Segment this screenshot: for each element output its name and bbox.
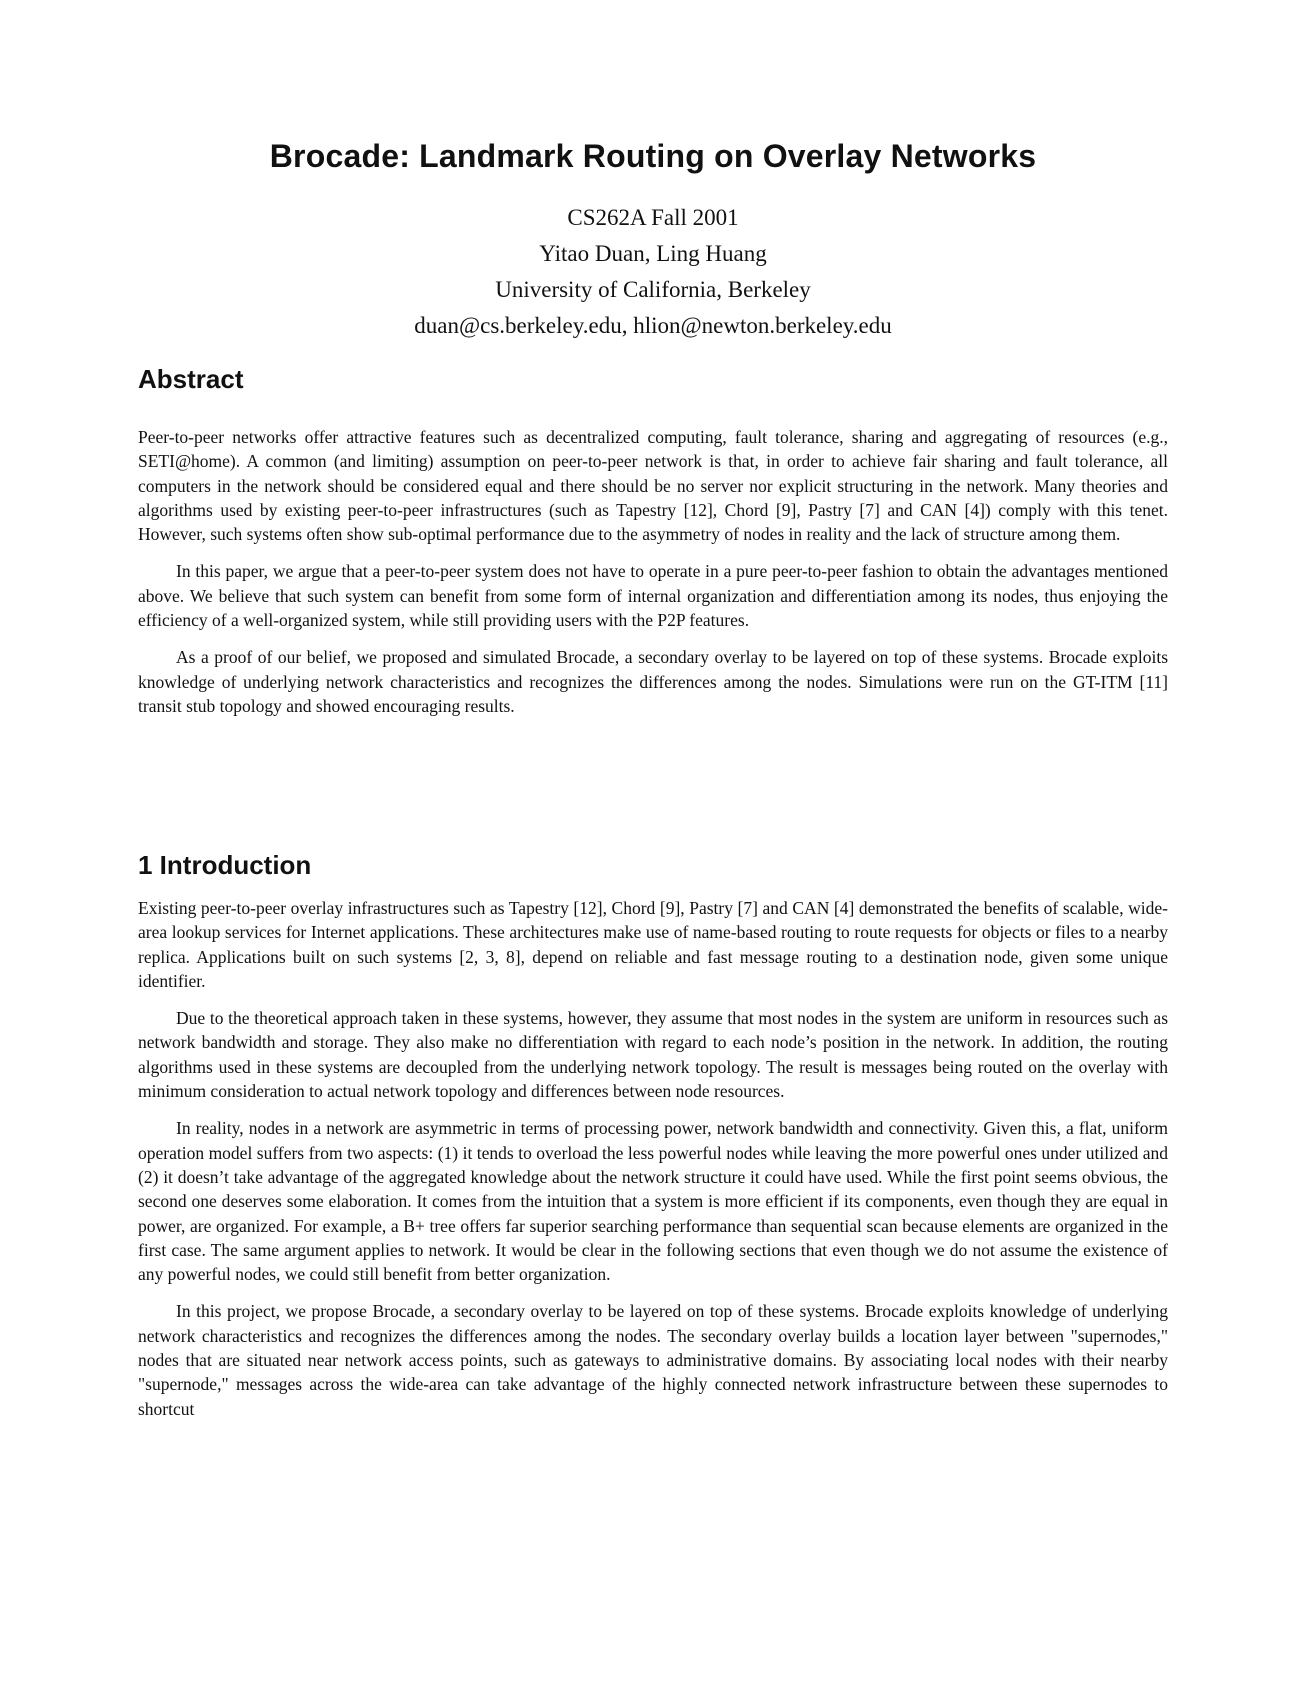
introduction-paragraph: Existing peer-to-peer overlay infrastructures such as Tapestry [12], Chord [9], Pastry [7] and CAN [4] demonstrated the benefits of scalable, wide-area lookup services for Internet applications. These architectures make use of name-based routing to route requests for objects or files to a nearby replica. Applications built on such systems [2, 3, 8], depend on reliable and fast message routing to a destination node, given some unique identifier. — [138, 898, 1168, 991]
introduction-paragraph: Due to the theoretical approach taken in these systems, however, they assume that most nodes in the system are uniform in resources such as network bandwidth and storage. They also make no differentiation with regard to each node’s position in the network. In addition, the routing algorithms used in these systems are decoupled from the underlying network topology. The result is messages being routed on the overlay with minimum consideration to actual network topology and differences between node resources. — [138, 1008, 1168, 1102]
introduction-paragraph: In reality, nodes in a network are asymmetric in terms of processing power, network bandwidth and connectivity. Given this, a flat, uniform operation model suffers from two aspects: (1) it tends to overload the less powerful nodes while leaving the more powerful ones under utilized and (2) it doesn’t take advantage of the aggregated knowledge about the network structure it could have used. While the first point seems obvious, the second one deserves some elaboration. It comes from the intuition that a system is more efficient if its components, even though they are equal in power, are organized. For example, a B+ tree offers far superior searching performance than sequential scan because elements are organized in the first case. The same argument applies to network. It would be clear in the following sections that even though we do not assume the existence of any powerful nodes, we could still benefit from better organization. — [138, 1118, 1168, 1285]
introduction-body — [138, 896, 1168, 1434]
introduction-paragraph: In this project, we propose Brocade, a secondary overlay to be layered on top of these systems. Brocade exploits knowledge of underlying network characteristics and recognizes the differences among the nodes. The secondary overlay builds a location layer between "supernodes," nodes that are situated near network access points, such as gateways to administrative domains. By associating local nodes with their nearby "supernode," messages across the wide-area can take advantage of the highly connected network infrastructure between these supernodes to shortcut — [138, 1301, 1168, 1419]
authors-line: Yitao Duan, Ling Huang — [539, 241, 767, 266]
byline — [0, 200, 1306, 344]
emails-line: duan@cs.berkeley.edu, hlion@newton.berkeley.edu — [414, 313, 892, 338]
abstract-body — [138, 425, 1168, 731]
course-line: CS262A Fall 2001 — [567, 205, 739, 230]
introduction-heading: 1 Introduction — [138, 850, 312, 880]
paper-title: Brocade: Landmark Routing on Overlay Networks — [269, 138, 1037, 174]
abstract-heading: Abstract — [138, 364, 244, 394]
abstract-paragraph: In this paper, we argue that a peer-to-peer system does not have to operate in a pure peer-to-peer fashion to obtain the advantages mentioned above. We believe that such system can benefit from some form of internal organization and differentiation among its nodes, thus enjoying the efficiency of a well-organized system, while still providing users with the P2P features. — [138, 561, 1168, 631]
abstract-paragraph: As a proof of our belief, we proposed and simulated Brocade, a secondary overlay to be layered on top of these systems. Brocade exploits knowledge of underlying network characteristics and recognizes the differences among the nodes. Simulations were run on the GT-ITM [11] transit stub topology and showed encouraging results. — [138, 647, 1168, 716]
abstract-paragraph: Peer-to-peer networks offer attractive features such as decentralized computing, fault tolerance, sharing and aggregating of resources (e.g., SETI@home). A common (and limiting) assumption on peer-to-peer network is that, in order to achieve fair sharing and fault tolerance, all computers in the network should be considered equal and there should be no server nor explicit structuring in the network. Many theories and algorithms used by existing peer-to-peer infrastructures (such as Tapestry [12], Chord [9], Pastry [7] and CAN [4]) comply with this tenet. However, such systems often show sub-optimal performance due to the asymmetry of nodes in reality and the lack of structure among them. — [138, 427, 1168, 545]
affiliation-line: University of California, Berkeley — [495, 277, 811, 302]
